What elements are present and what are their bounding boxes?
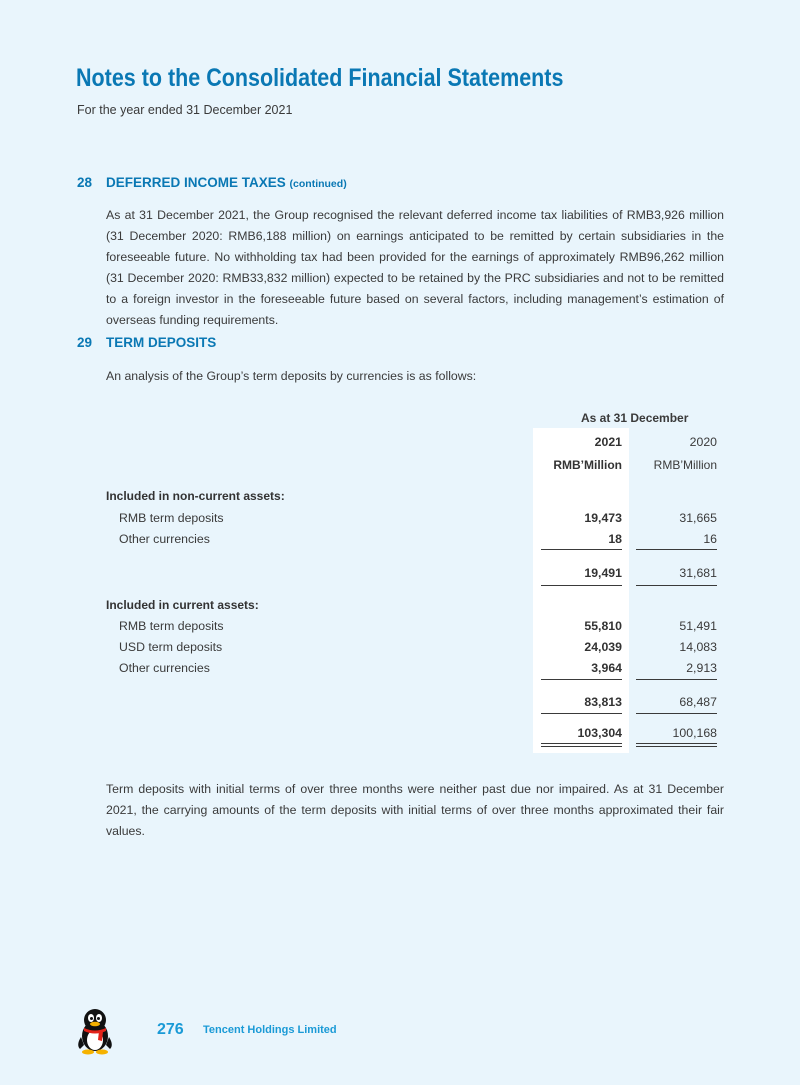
subtotal-rule	[541, 549, 622, 550]
cell-2020: 16	[703, 532, 717, 546]
section-29-intro: An analysis of the Group’s term deposits by currencies is as follows:	[106, 369, 477, 383]
subtotal-2020: 68,487	[679, 695, 717, 709]
cell-2020: 14,083	[679, 640, 717, 654]
cell-2021: 18	[608, 532, 622, 546]
subtotal-rule	[636, 549, 717, 550]
group-label-noncurrent: Included in non-current assets:	[106, 489, 285, 503]
table-group-header: As at 31 December	[581, 411, 689, 425]
subtotal-rule	[636, 679, 717, 680]
subtotal-2021: 83,813	[584, 695, 622, 709]
row-label: Other currencies	[119, 532, 210, 546]
subtotal-rule	[541, 585, 622, 586]
cell-2020: 2,913	[686, 661, 717, 675]
row-label: USD term deposits	[119, 640, 223, 654]
section-continued-label: (continued)	[289, 178, 347, 190]
page-subtitle: For the year ended 31 December 2021	[77, 103, 293, 117]
subtotal-2020: 31,681	[679, 566, 717, 580]
cell-2021: 19,473	[584, 511, 622, 525]
section-28-paragraph: As at 31 December 2021, the Group recognised the relevant deferred income tax liabilities of RMB3,926 million (31 December 2020: RMB6,188 million) on earnings anticipated to be remitted by certain subsidiaries in the foreseeable future. No withholding tax had been provided for the earnings of approximately RMB96,262 million (31 December 2020: RMB33,832 million) expected to be retained by the PRC subsidiaries and not to be remitted to a foreign investor in the foreseeable future based on several factors, including management’s estimation of overseas funding requirements.	[106, 208, 724, 327]
section-28-heading	[77, 175, 347, 190]
section-29-heading	[77, 335, 216, 350]
total-double-rule-bottom	[636, 746, 717, 747]
subtotal-rule	[636, 713, 717, 714]
section-title: TERM DEPOSITS	[106, 335, 217, 350]
page-number: 276	[157, 1021, 184, 1038]
total-2020: 100,168	[672, 726, 717, 740]
col-unit-2021: RMB’Million	[553, 458, 622, 472]
col-unit-2020: RMB’Million	[653, 458, 717, 472]
cell-2020: 51,491	[679, 619, 717, 633]
col-header-2021: 2021	[594, 435, 622, 449]
cell-2021: 24,039	[584, 640, 622, 654]
row-label: Other currencies	[119, 661, 210, 675]
penguin-logo-icon	[75, 1007, 115, 1055]
section-number: 29	[77, 335, 93, 350]
group-label-current: Included in current assets:	[106, 598, 259, 612]
total-2021: 103,304	[577, 726, 622, 740]
total-double-rule-top	[636, 743, 717, 744]
page-title: Notes to the Consolidated Financial Statements	[76, 64, 564, 92]
subtotal-rule	[541, 713, 622, 714]
subtotal-2021: 19,491	[584, 566, 622, 580]
cell-2021: 3,964	[591, 661, 622, 675]
section-number: 28	[77, 175, 93, 190]
row-label: RMB term deposits	[119, 619, 224, 633]
cell-2021: 55,810	[584, 619, 622, 633]
cell-2020: 31,665	[679, 511, 717, 525]
total-double-rule-top	[541, 743, 622, 744]
subtotal-rule	[636, 585, 717, 586]
company-name: Tencent Holdings Limited	[203, 1024, 337, 1036]
total-double-rule-bottom	[541, 746, 622, 747]
section-29-footnote: Term deposits with initial terms of over three months were neither past due nor impaired. As at 31 December 2021, the carrying amounts of the term deposits with initial terms of over three months approximated their fair values.	[106, 782, 724, 838]
row-label: RMB term deposits	[119, 511, 224, 525]
section-title: DEFERRED INCOME TAXES	[106, 175, 286, 190]
col-header-2020: 2020	[689, 435, 717, 449]
subtotal-rule	[541, 679, 622, 680]
